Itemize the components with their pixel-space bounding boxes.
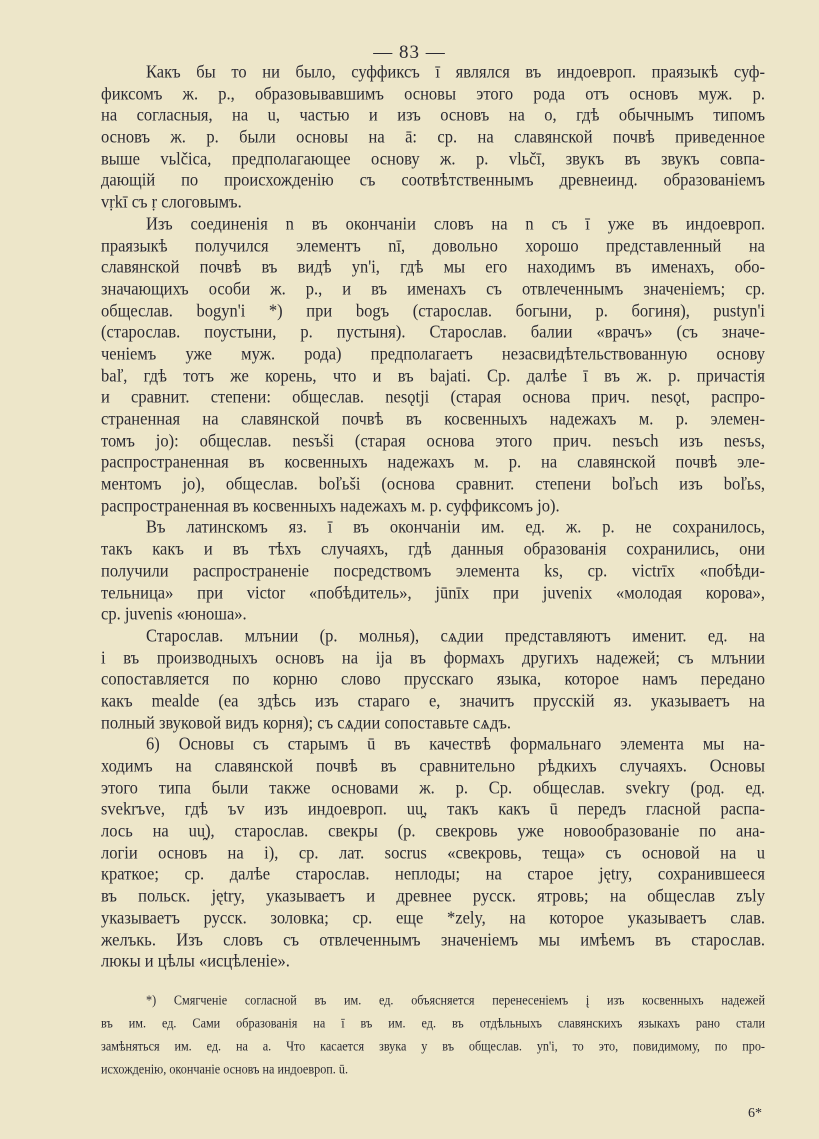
text-line: лось на uu̯), старослав. свекры (р. свекровь уже новообразованiе по ана- — [101, 820, 765, 841]
page-number: — 83 — — [373, 42, 446, 63]
text-line: получили распространенiе посредствомъ элемента ks, ср. victrīx «побѣди- — [101, 560, 765, 581]
paragraph — [101, 625, 765, 733]
text-line: въ польск. jętry, указываетъ и древнее русск. ятровь; на общеслав zъly — [101, 885, 765, 906]
text-line: дающiй по происхожденiю съ соотвѣтственнымъ древнеинд. образованiемъ — [101, 169, 765, 191]
paragraph — [101, 733, 765, 972]
signature-mark: 6* — [748, 1106, 762, 1121]
text-line: svekrъve, гдѣ ъv изъ индоевроп. uu̯, такъ какъ ū передъ гласной распа- — [101, 798, 765, 820]
text-line: Въ латинскомъ яз. ī въ окончанiи им. ед. ж. р. не сохранилось, — [146, 516, 765, 538]
paragraph — [101, 516, 765, 624]
text-line: этого типа были также основами ж. р. Ср. общеслав. svekry (род. ед. — [101, 776, 765, 798]
text-line: какъ mealde (ea здѣсь изъ стараго e, значитъ прусскiй яз. указываетъ на — [101, 690, 765, 711]
text-line: тельница» при victor «побѣдитель», jūnīx при juvenix «молодая корова», — [101, 581, 765, 603]
footnote-line: *) Смягченiе согласной въ им. ед. объясняется перенесенiемъ į изъ косвенныхъ надежей — [146, 992, 765, 1008]
footnote — [101, 989, 765, 1081]
text-line: vṛkī съ ṛ слоговымъ. — [101, 191, 242, 212]
text-line: томъ jo): общеслав. nesъši (старая основа этого прич. nesъch изъ nesъs, — [101, 429, 765, 451]
text-line: значающихъ особи ж. р., и въ именахъ съ отвлеченнымъ значенiемъ; ср. — [101, 278, 765, 299]
text-line: Изъ соединенiя n въ окончанiи словъ на n съ ī уже въ индоевроп. — [146, 213, 765, 234]
text-line: распространенная въ косвенныхъ надежахъ м. р. суффиксомъ jo). — [101, 494, 560, 516]
text-line: сопоставляется по корню слово прусскаго языка, которое намъ передано — [101, 668, 765, 689]
paragraph — [101, 213, 765, 517]
text-line: ментомъ jo), общеслав. boľьši (основа сравнит. степени boľьch изъ boľьs, — [101, 473, 765, 494]
text-line: указываетъ русск. золовка; ср. еще *zely, на которое указываетъ слав. — [101, 907, 765, 928]
text-line: такъ какъ и въ тѣхъ случаяхъ, гдѣ данныя образованiя сохранились, они — [101, 538, 765, 559]
text-line: и сравнит. степени: общеслав. nesǫtji (старая основа прич. nesǫt, распро- — [101, 386, 765, 408]
text-line: основъ ж. р. были основы на ā: ср. на славянской почвѣ приведенное — [101, 126, 765, 147]
text-line: ченiемъ уже муж. рода) предполагаетъ незасвидѣтельствованную основу — [101, 343, 765, 364]
text-line: страненная на славянской почвѣ въ косвенныхъ надежахъ м. р. элемен- — [101, 408, 765, 429]
text-line: краткое; ср. далѣе старослав. неплоды; на старое jętry, сохранившееся — [101, 863, 765, 885]
body-text — [101, 61, 765, 972]
text-line: 6) Основы съ старымъ ū въ качествѣ формальнаго элемента мы на- — [146, 733, 765, 755]
text-line: славянской почвѣ въ видѣ yn'i, гдѣ мы его находимъ въ именахъ, обо- — [101, 256, 765, 277]
text-line: общеслав. bogyn'i *) при bogъ (старослав. богыни, р. богиня), pustyn'i — [101, 299, 765, 321]
text-line: на согласныя, на u, частью и изъ основъ на o, гдѣ обычнымъ типомъ — [101, 104, 765, 126]
footnote-line: исхожденiю, окончанiе основъ на индоевроп. ū. — [101, 1061, 349, 1077]
text-line: полный звуковой видъ корня); съ сѧдии сопоставьте сѧдъ. — [101, 711, 512, 733]
text-line: желъкь. Изъ словъ съ отвлеченнымъ значенiемъ мы имѣемъ въ старослав. — [101, 928, 765, 950]
text-line: люкы и цѣлы «исцѣленiе». — [101, 950, 290, 971]
text-line: ср. juvenis «юноша». — [101, 603, 247, 624]
text-line: Какъ бы то ни было, суффиксъ ī являлся въ индоевроп. праязыкѣ суф- — [146, 61, 765, 82]
text-line: i въ производныхъ основъ на ija въ формахъ другихъ надежей; съ млънии — [101, 646, 765, 668]
text-line: ходимъ на славянской почвѣ въ сравнительно рѣдкихъ случаяхъ. Основы — [101, 755, 765, 776]
text-line: baľ, гдѣ тотъ же корень, что и въ bajati. Ср. далѣе ī въ ж. р. причастiя — [101, 364, 765, 386]
text-line: Старослав. млънии (р. молнья), сѧдии представляютъ именит. ед. на — [146, 625, 765, 646]
text-line: фиксомъ ж. р., образовывавшимъ основы этого рода отъ основъ муж. р. — [101, 82, 765, 104]
footnote-line: замѣняться им. ед. на a. Что касается звука y въ общеслав. yn'i, то это, повидимому, по про- — [101, 1038, 765, 1054]
text-line: логiи основъ на i), ср. лат. socrus «свекровь, теща» съ основой на u — [101, 841, 765, 863]
footnote-line: въ им. ед. Сами образованiя на ī въ им. ед. въ отдѣльныхъ славянскихъ языкахъ рано стали — [101, 1015, 765, 1031]
text-line: выше vьlčica, предполагающее основу ж. р. vlьčī, звукъ въ звукъ совпа- — [101, 147, 765, 169]
text-line: праязыкѣ получился элементъ nī, довольно хорошо представленный на — [101, 234, 765, 256]
paragraph — [101, 61, 765, 213]
text-line: распространенная въ косвенныхъ надежахъ м. р. на славянской почвѣ эле- — [101, 451, 765, 473]
text-line: (старослав. поустыни, р. пустыня). Старослав. балии «врачъ» (съ значе- — [101, 321, 765, 342]
